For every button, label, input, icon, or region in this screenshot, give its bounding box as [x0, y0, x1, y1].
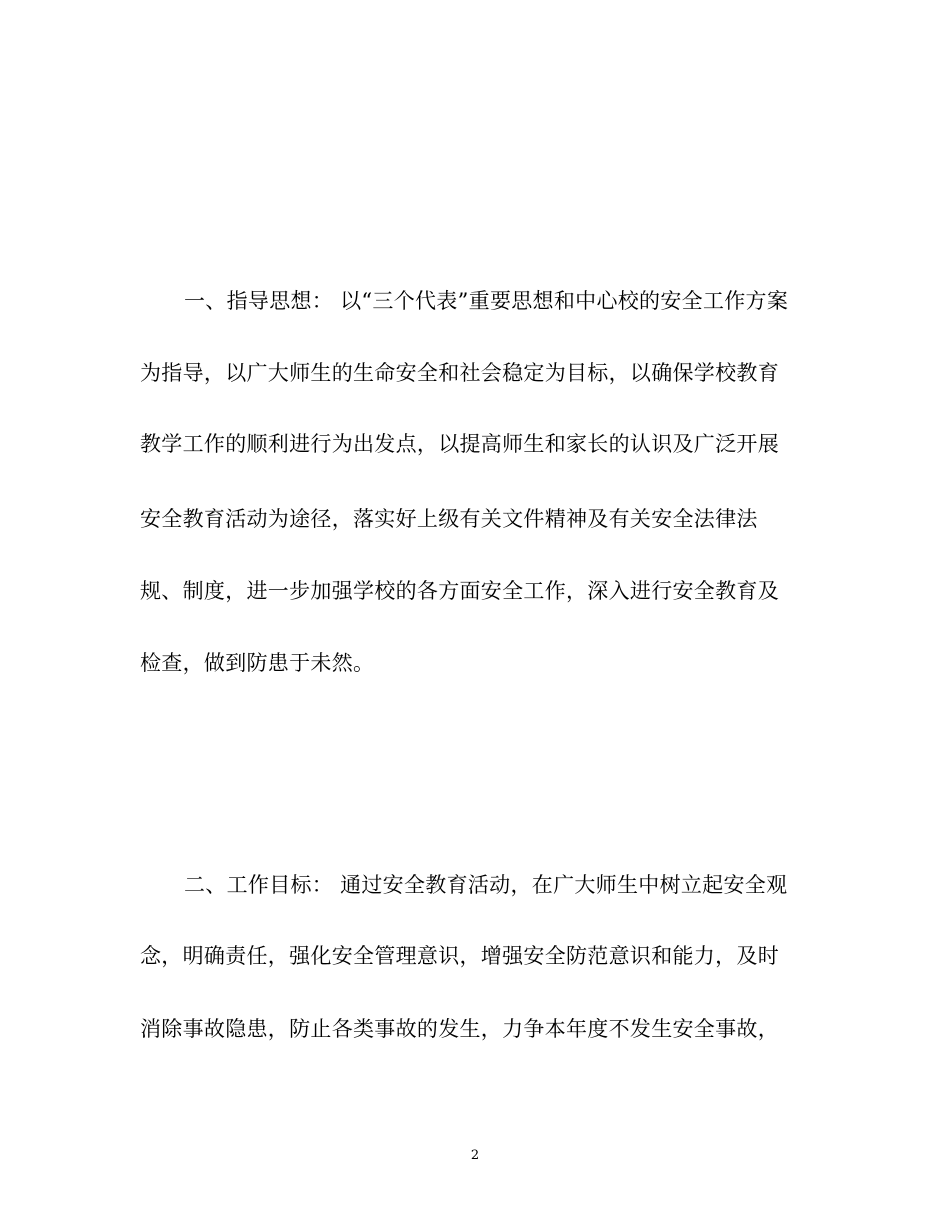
- paragraph-line: 检查，做到防患于未然。: [140, 651, 375, 675]
- paragraph-line: 为指导，以广大师生的生命安全和社会稳定为目标，以确保学校教育: [140, 361, 779, 385]
- paragraph-line: 安全教育活动为途径，落实好上级有关文件精神及有关安全法律法: [140, 507, 758, 531]
- paragraph-line: 一、指导思想： 以“三个代表”重要思想和中心校的安全工作方案: [184, 289, 789, 313]
- page-number: 2: [470, 1148, 480, 1163]
- paragraph-line: 教学工作的顺利进行为出发点，以提高师生和家长的认识及广泛开展: [140, 432, 779, 456]
- paragraph-line: 念，明确责任，强化安全管理意识，增强安全防范意识和能力，及时: [140, 944, 779, 968]
- paragraph-line: 消除事故隐患，防止各类事故的发生，力争本年度不发生安全事故，: [140, 1017, 779, 1041]
- paragraph-line: 二、工作目标： 通过安全教育活动，在广大师生中树立起安全观: [184, 873, 788, 897]
- paragraph-line: 规、制度，进一步加强学校的各方面安全工作，深入进行安全教育及: [140, 579, 779, 603]
